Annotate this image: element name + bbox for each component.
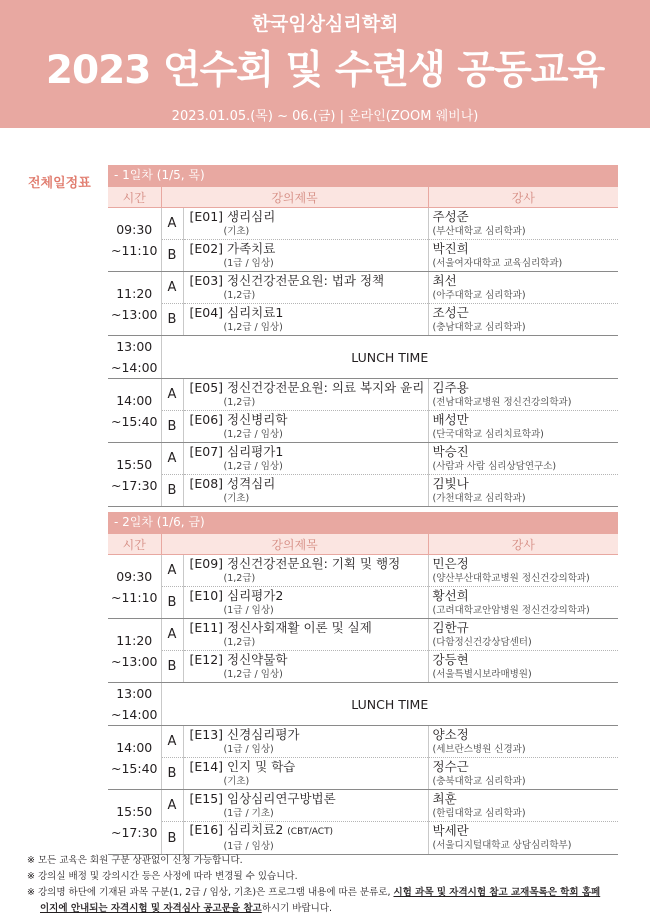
- course-name: [E13] 신경심리평가: [189, 726, 300, 742]
- table-row: [108, 443, 618, 475]
- course-name: [E06] 정신병리학: [189, 411, 288, 427]
- table-row: [108, 208, 618, 240]
- instructor-affiliation: (서울특별시보라매병원): [432, 668, 532, 680]
- note-3-end: 하시기 바랍니다.: [261, 903, 333, 914]
- lunch-label: LUNCH TIME: [161, 683, 618, 726]
- header-banner: [0, 0, 650, 128]
- instructor-cell: [428, 411, 618, 443]
- instructor-affiliation: (한림대학교 심리학과): [432, 807, 526, 819]
- course-cell: [183, 304, 428, 336]
- time-cell: [108, 208, 161, 272]
- instructor-name: 김한규: [432, 619, 469, 635]
- course-cell: [183, 272, 428, 304]
- instructor-name: 박진희: [432, 240, 469, 256]
- day-header: - 2일차 (1/6, 금): [108, 512, 618, 533]
- course-name: [E14] 인지 및 학습: [189, 758, 296, 774]
- time-cell: [108, 555, 161, 619]
- table-row: [108, 619, 618, 651]
- course-title: [190, 305, 428, 321]
- instructor-cell: [428, 475, 618, 507]
- instructor-affiliation: (부산대학교 심리학과): [432, 225, 526, 237]
- instructor-name: 조성근: [432, 304, 469, 320]
- time-cell: [108, 790, 161, 855]
- instructor-cell: [428, 443, 618, 475]
- course-cell: [183, 475, 428, 507]
- lunch-row: [108, 336, 618, 379]
- instructor-name: 주성준: [432, 208, 469, 224]
- course-name: [E15] 임상심리연구방법론: [189, 790, 336, 806]
- end-time: ~15:40: [111, 413, 158, 429]
- course-cell: [183, 790, 428, 822]
- course-name: [E05] 정신건강전문요원: 의료 복지와 윤리: [189, 379, 425, 395]
- instructor-name: 박승진: [432, 443, 469, 459]
- room-label: A: [161, 379, 183, 411]
- instructor-cell: [428, 619, 618, 651]
- start-time: 13:00: [116, 686, 153, 701]
- instructor-affiliation: (충북대학교 심리학과): [432, 775, 526, 787]
- header-time: 시간: [108, 534, 161, 555]
- table-row: [108, 822, 618, 855]
- room-label: A: [161, 272, 183, 304]
- end-time: ~11:10: [111, 589, 158, 605]
- header-instructor: 강사: [428, 534, 618, 555]
- course-level: (1,2급): [223, 636, 256, 648]
- time-cell: [108, 726, 161, 790]
- instructor-affiliation: (서울디지털대학교 상담심리학부): [432, 840, 572, 851]
- end-time: ~11:10: [111, 242, 158, 258]
- course-cell: [183, 726, 428, 758]
- room-label: A: [161, 619, 183, 651]
- course-title: [190, 380, 428, 396]
- table-row: [108, 758, 618, 790]
- instructor-name: 강등현: [432, 651, 469, 667]
- instructor-name: 박세란: [432, 823, 469, 838]
- room-label: B: [161, 587, 183, 619]
- instructor-affiliation: (다함정신건강상담센터): [432, 636, 532, 648]
- instructor-affiliation: (충남대학교 심리학과): [432, 321, 526, 333]
- table-row: [108, 304, 618, 336]
- header-time: 시간: [108, 187, 161, 208]
- end-time: ~15:40: [111, 760, 158, 776]
- instructor-name: 민은정: [432, 555, 469, 571]
- time-cell: [108, 619, 161, 683]
- course-name: [E10] 심리평가2: [189, 587, 284, 603]
- instructor-cell: [428, 208, 618, 240]
- instructor-cell: [428, 822, 618, 855]
- note-3: [27, 885, 627, 901]
- instructor-affiliation: (아주대학교 심리학과): [432, 289, 526, 301]
- note-2: ※ 강의실 배정 및 강의시간 등은 사정에 따라 변경될 수 있습니다.: [27, 871, 298, 882]
- instructor-name: 최선: [432, 272, 457, 288]
- course-cell: [183, 208, 428, 240]
- course-note: (CBT/ACT): [287, 827, 334, 837]
- time-cell: [108, 379, 161, 443]
- start-time: 11:20: [116, 632, 153, 648]
- course-level: (1급 / 임상): [223, 257, 274, 269]
- instructor-cell: [428, 304, 618, 336]
- room-label: B: [161, 240, 183, 272]
- course-title: [190, 588, 428, 604]
- schedule-side-label: 전체일정표: [28, 176, 91, 191]
- instructor-name: 배성만: [432, 411, 469, 427]
- instructor-cell: [428, 272, 618, 304]
- room-label: A: [161, 208, 183, 240]
- lunch-label: LUNCH TIME: [161, 336, 618, 379]
- note-3-cont: [27, 901, 627, 917]
- room-label: B: [161, 475, 183, 507]
- instructor-affiliation: (전남대학교병원 정신건강의학과): [432, 396, 572, 408]
- start-time: 09:30: [116, 221, 153, 237]
- instructor-affiliation: (사람과 사람 심리상담연구소): [432, 460, 557, 472]
- start-time: 14:00: [116, 392, 153, 408]
- course-cell: [183, 822, 428, 855]
- table-row: [108, 555, 618, 587]
- instructor-cell: [428, 379, 618, 411]
- room-label: A: [161, 555, 183, 587]
- time-cell: [108, 272, 161, 336]
- course-title: [190, 476, 428, 492]
- course-name: [E08] 성격심리: [189, 475, 276, 491]
- course-title: [190, 556, 428, 572]
- course-cell: [183, 411, 428, 443]
- room-label: B: [161, 822, 183, 855]
- course-name: [E01] 생리심리: [189, 208, 276, 224]
- course-name: [E07] 심리평가1: [189, 443, 284, 459]
- course-name: [E16] 심리치료2: [189, 822, 284, 837]
- table-row: [108, 651, 618, 683]
- course-title: [190, 759, 428, 775]
- instructor-name: 김주용: [432, 379, 469, 395]
- end-time: ~17:30: [111, 477, 158, 493]
- course-level: (기초): [223, 775, 250, 787]
- course-title: [190, 791, 428, 807]
- end-time: ~13:00: [111, 653, 158, 669]
- table-row: [108, 379, 618, 411]
- instructor-affiliation: (양산부산대학교병원 정신건강의학과): [432, 572, 590, 584]
- course-title: [190, 822, 428, 840]
- course-title: [190, 652, 428, 668]
- course-level: (1,2급 / 임상): [223, 460, 283, 472]
- room-label: B: [161, 651, 183, 683]
- course-title: [190, 241, 428, 257]
- instructor-cell: [428, 240, 618, 272]
- room-label: B: [161, 411, 183, 443]
- room-label: A: [161, 790, 183, 822]
- instructor-cell: [428, 726, 618, 758]
- room-label: A: [161, 726, 183, 758]
- course-level: (1,2급): [223, 396, 256, 408]
- instructor-affiliation: (단국대학교 심리치료학과): [432, 428, 544, 440]
- instructor-name: 최훈: [432, 790, 457, 806]
- course-name: [E04] 심리치료1: [189, 304, 284, 320]
- schedule-table: [108, 533, 618, 855]
- table-row: [108, 240, 618, 272]
- course-level: (기초): [223, 492, 250, 504]
- instructor-cell: [428, 758, 618, 790]
- end-time: ~14:00: [111, 360, 158, 375]
- room-label: A: [161, 443, 183, 475]
- course-level: (1,2급): [223, 572, 256, 584]
- start-time: 15:50: [116, 456, 153, 472]
- instructor-affiliation: (서울여자대학교 교육심리학과): [432, 257, 563, 269]
- instructor-name: 황선희: [432, 587, 469, 603]
- course-name: [E02] 가족치료: [189, 240, 276, 256]
- course-title: [190, 620, 428, 636]
- course-title: [190, 444, 428, 460]
- course-cell: [183, 651, 428, 683]
- schedule-table: [108, 186, 618, 507]
- instructor-name: 김빛나: [432, 475, 469, 491]
- course-title: [190, 273, 428, 289]
- start-time: 15:50: [116, 804, 153, 819]
- lunch-row: [108, 683, 618, 726]
- room-label: B: [161, 758, 183, 790]
- room-label: B: [161, 304, 183, 336]
- note-3-emphasis-2: 이지에 안내되는 자격시험 및 자격심사 공고문을 참고: [40, 903, 262, 914]
- header-instructor: 강사: [428, 187, 618, 208]
- start-time: 11:20: [116, 285, 153, 301]
- day-1-schedule: [108, 165, 618, 507]
- course-cell: [183, 443, 428, 475]
- course-name: [E12] 정신약물학: [189, 651, 288, 667]
- end-time: ~14:00: [111, 707, 158, 722]
- course-cell: [183, 619, 428, 651]
- instructor-cell: [428, 587, 618, 619]
- event-title: 2023 연수회 및 수련생 공동교육: [45, 48, 605, 93]
- course-cell: [183, 555, 428, 587]
- start-time: 09:30: [116, 568, 153, 584]
- course-title: [190, 412, 428, 428]
- instructor-cell: [428, 790, 618, 822]
- table-row: [108, 587, 618, 619]
- table-row: [108, 272, 618, 304]
- instructor-affiliation: (세브란스병원 신경과): [432, 743, 526, 755]
- course-cell: [183, 587, 428, 619]
- note-3-text: ※ 강의명 하단에 기재된 과목 구분(1, 2급 / 임상, 기초)은 프로그램 내용에 따른 분류로,: [27, 887, 394, 898]
- instructor-cell: [428, 651, 618, 683]
- day-2-schedule: [108, 512, 618, 855]
- org-name: 한국임상심리학회: [251, 13, 399, 35]
- course-name: [E11] 정신사회재활 이론 및 실제: [189, 619, 372, 635]
- course-title: [190, 727, 428, 743]
- course-level: (기초): [223, 225, 250, 237]
- table-row: [108, 726, 618, 758]
- header-course: 강의제목: [161, 534, 428, 555]
- table-header-row: [108, 534, 618, 555]
- course-level: (1,2급): [223, 289, 256, 301]
- note-3-emphasis-1: 시험 과목 및 자격시험 참고 교재목록은 학회 홈페: [393, 887, 601, 898]
- start-time: 13:00: [116, 339, 153, 354]
- course-level: (1,2급 / 임상): [223, 668, 283, 680]
- time-cell: [108, 683, 161, 726]
- table-row: [108, 475, 618, 507]
- event-date-venue: 2023.01.05.(목) ~ 06.(금) | 온라인(ZOOM 웨비나): [171, 109, 479, 124]
- course-level: (1급 / 기초): [223, 807, 274, 819]
- end-time: ~17:30: [111, 825, 158, 840]
- course-title: [190, 209, 428, 225]
- notes: [27, 853, 627, 917]
- instructor-affiliation: (고려대학교안암병원 정신건강의학과): [432, 604, 590, 616]
- course-level: (1급 / 임상): [223, 604, 274, 616]
- note-1: ※ 모든 교육은 회원 구분 상관없이 신청 가능합니다.: [27, 855, 243, 866]
- course-name: [E03] 정신건강전문요원: 법과 정책: [189, 272, 385, 288]
- day-header: - 1일차 (1/5, 목): [108, 165, 618, 186]
- instructor-cell: [428, 555, 618, 587]
- course-cell: [183, 240, 428, 272]
- course-name: [E09] 정신건강전문요원: 기획 및 행정: [189, 555, 401, 571]
- course-level: (1급 / 임상): [223, 743, 274, 755]
- instructor-affiliation: (가천대학교 심리학과): [432, 492, 526, 504]
- instructor-name: 정수근: [432, 758, 469, 774]
- course-cell: [183, 379, 428, 411]
- time-cell: [108, 336, 161, 379]
- table-row: [108, 411, 618, 443]
- end-time: ~13:00: [111, 306, 158, 322]
- instructor-name: 양소정: [432, 726, 469, 742]
- start-time: 14:00: [116, 739, 153, 755]
- course-level: (1,2급 / 임상): [223, 321, 283, 333]
- header-course: 강의제목: [161, 187, 428, 208]
- table-header-row: [108, 187, 618, 208]
- course-level: (1,2급 / 임상): [223, 428, 283, 440]
- table-row: [108, 790, 618, 822]
- course-level: (1급 / 임상): [223, 841, 274, 852]
- time-cell: [108, 443, 161, 507]
- course-cell: [183, 758, 428, 790]
